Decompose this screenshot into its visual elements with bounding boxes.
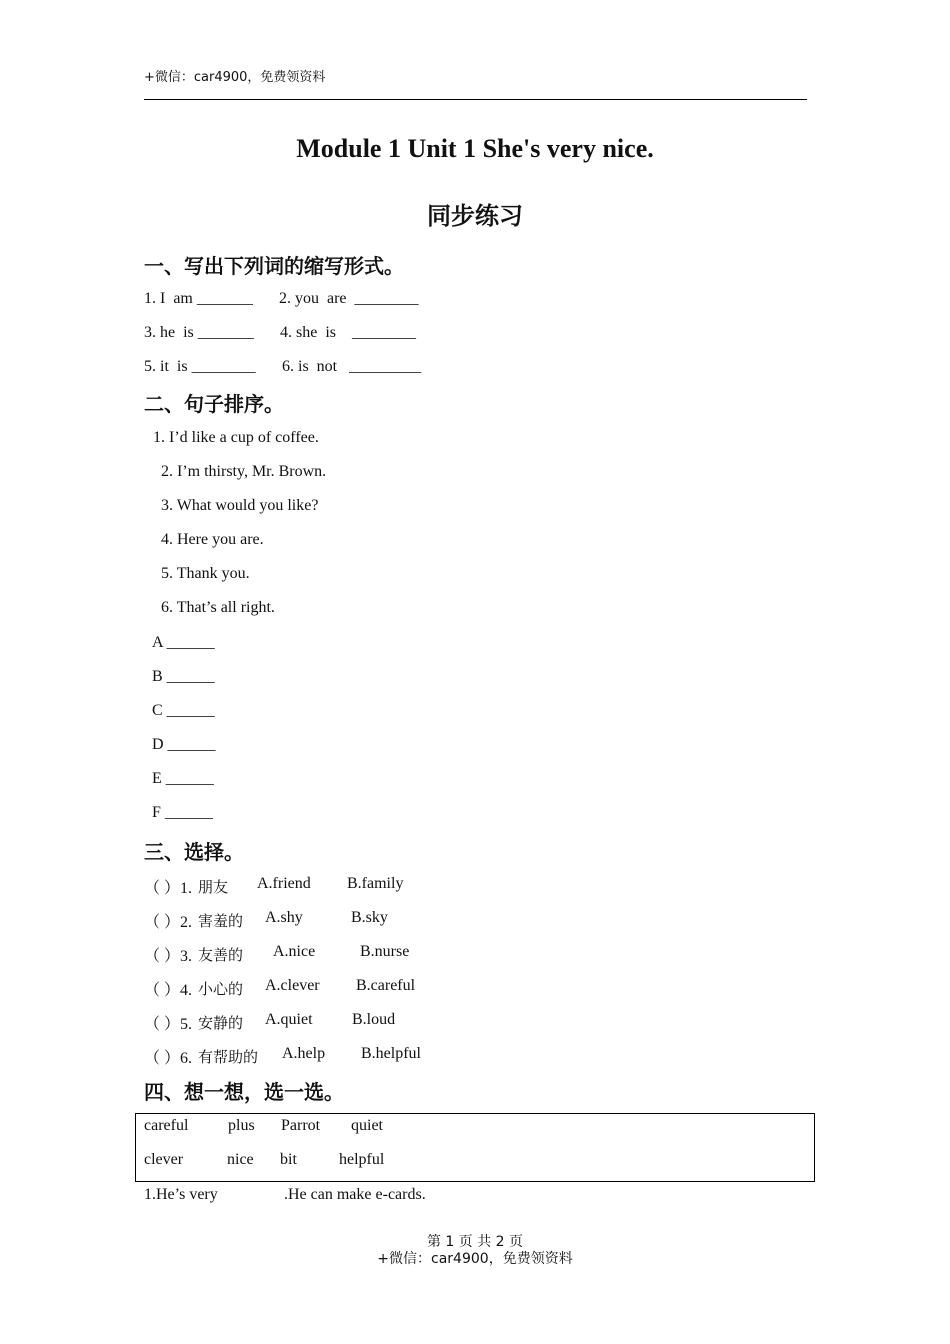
section-2-heading: 二、句子排序。 bbox=[144, 392, 284, 416]
choice-option-b: B.sky bbox=[351, 909, 388, 926]
answer-blank: F ______ bbox=[152, 804, 213, 821]
page-header: +微信：car4900，免费领资料 bbox=[144, 70, 326, 85]
word-bank-word: careful bbox=[144, 1117, 189, 1134]
choice-option-b: B.helpful bbox=[361, 1045, 421, 1062]
answer-blank: B ______ bbox=[152, 668, 215, 685]
section-4-heading: 四、想一想，选一选。 bbox=[144, 1080, 344, 1104]
choice-option-b: B.nurse bbox=[360, 943, 410, 960]
word-bank-word: helpful bbox=[339, 1151, 385, 1168]
sentence-item: 4. Here you are. bbox=[161, 531, 264, 548]
word-bank-word: clever bbox=[144, 1151, 184, 1168]
page-footer: +微信：car4900，免费领资料 bbox=[377, 1251, 573, 1267]
choice-option-a: A.quiet bbox=[265, 1011, 313, 1028]
choice-option-b: B.family bbox=[347, 875, 404, 892]
choice-chinese: 害羞的 bbox=[198, 912, 244, 930]
choice-option-a: A.help bbox=[282, 1045, 326, 1062]
answer-blank: E ______ bbox=[152, 770, 214, 787]
choice-option-a: A.clever bbox=[265, 977, 320, 994]
choice-chinese: 小心的 bbox=[198, 980, 244, 998]
section-1-heading: 一、写出下列词的缩写形式。 bbox=[144, 254, 404, 278]
abbrev-item: 4. she is ________ bbox=[280, 324, 416, 341]
section-3-heading: 三、选择。 bbox=[144, 840, 244, 864]
choice-number: （ ）5. bbox=[144, 1016, 193, 1033]
choice-chinese: 安静的 bbox=[198, 1014, 244, 1032]
word-bank-word: Parrot bbox=[281, 1117, 321, 1134]
abbrev-item: 5. it is ________ bbox=[144, 358, 256, 375]
choice-chinese: 有帮助的 bbox=[198, 1048, 259, 1066]
choice-option-b: B.careful bbox=[356, 977, 416, 994]
page-title: Module 1 Unit 1 She's very nice. bbox=[296, 134, 654, 163]
abbrev-item: 2. you are ________ bbox=[279, 290, 419, 307]
sentence-item: 6. That’s all right. bbox=[161, 599, 275, 616]
fill-in-question-start: 1.He’s very bbox=[144, 1186, 218, 1203]
fill-in-question-end: .He can make e-cards. bbox=[284, 1186, 426, 1203]
sentence-item: 5. Thank you. bbox=[161, 565, 250, 582]
word-bank-word: bit bbox=[280, 1151, 297, 1168]
choice-number: （ ）2. bbox=[144, 914, 193, 931]
answer-blank: D ______ bbox=[152, 736, 216, 753]
answer-blank: A ______ bbox=[152, 634, 215, 651]
word-bank-word: plus bbox=[228, 1117, 255, 1134]
choice-chinese: 友善的 bbox=[198, 946, 244, 964]
sentence-item: 1. I’d like a cup of coffee. bbox=[153, 429, 319, 446]
sentence-item: 2. I’m thirsty, Mr. Brown. bbox=[161, 463, 327, 480]
page-number: 第 1 页 共 2 页 bbox=[426, 1234, 524, 1250]
word-bank-word: quiet bbox=[351, 1117, 383, 1134]
header-rule bbox=[144, 99, 807, 100]
choice-number: （ ）3. bbox=[144, 948, 193, 965]
choice-option-a: A.friend bbox=[257, 875, 311, 892]
answer-blank: C ______ bbox=[152, 702, 215, 719]
choice-chinese: 朋友 bbox=[198, 878, 229, 896]
choice-option-a: A.shy bbox=[265, 909, 303, 926]
choice-number: （ ）4. bbox=[144, 982, 193, 999]
abbrev-item: 3. he is _______ bbox=[144, 324, 254, 341]
sentence-item: 3. What would you like? bbox=[161, 497, 319, 514]
word-bank-word: nice bbox=[227, 1151, 254, 1168]
choice-option-b: B.loud bbox=[352, 1011, 396, 1028]
choice-number: （ ）1. bbox=[144, 880, 193, 897]
abbrev-item: 6. is not _________ bbox=[282, 358, 422, 375]
choice-option-a: A.nice bbox=[273, 943, 316, 960]
page-subtitle: 同步练习 bbox=[427, 202, 523, 230]
choice-number: （ ）6. bbox=[144, 1050, 193, 1067]
abbrev-item: 1. I am _______ bbox=[144, 290, 253, 307]
